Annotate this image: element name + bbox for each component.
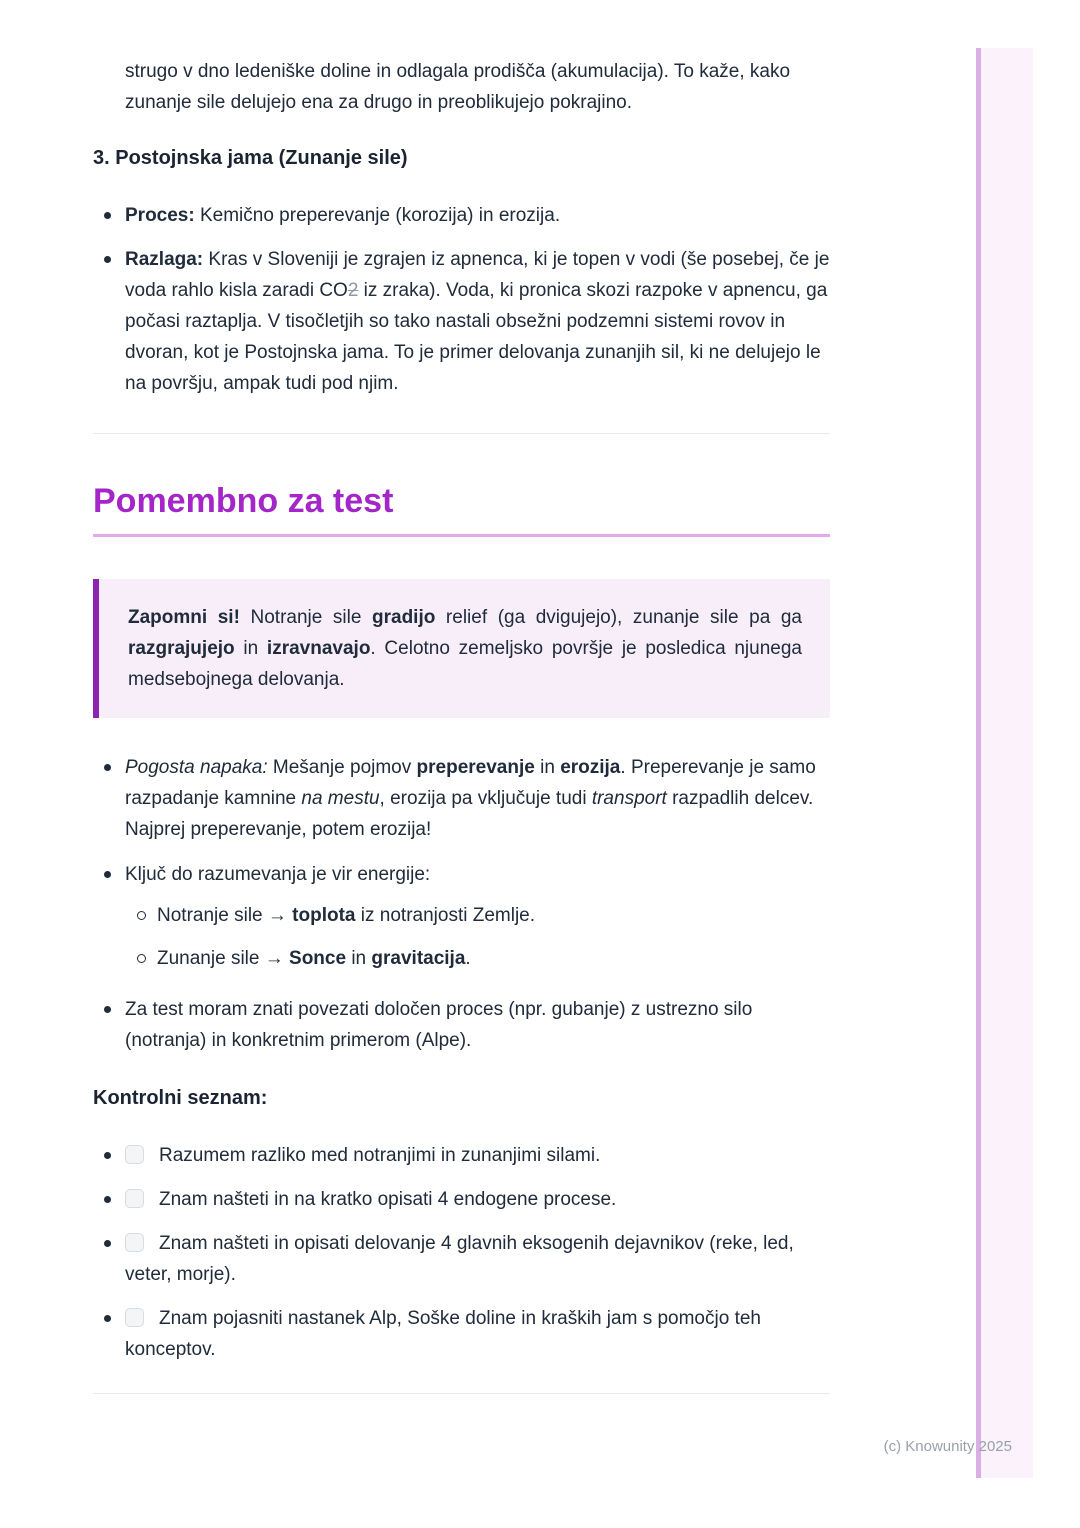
checklist	[93, 1140, 830, 1365]
energy-sub-list	[125, 900, 830, 974]
footer-copyright: (c) Knowunity 2025	[883, 1438, 1012, 1455]
list-item-razlaga	[93, 244, 830, 399]
list-item-text: Ključ do razumevanja je vir energije:	[125, 864, 431, 885]
sub-item-notranje-sile	[125, 900, 830, 931]
checkbox[interactable]	[125, 1233, 144, 1252]
list-item-pogosta-napaka	[93, 752, 830, 845]
tips-list	[93, 752, 830, 1056]
checklist-item	[93, 1140, 830, 1171]
right-edge-strip	[976, 48, 1033, 1478]
list-item-text: Razlaga: Kras v Sloveniji je zgrajen iz apnenca, ki je topen v vodi (še posebej, če je voda rahlo kisla zaradi CO2 iz zraka). Voda, ki pronica skozi razpoke v apnencu, ga počasi raztaplja. V tisočletjih so tako nastali obsežni podzemni sistemi rovov in dvoran, kot je Postojnska jama. To je primer delovanja zunanjih sil, ki ne delujejo le na površju, ampak tudi pod njim.	[125, 249, 830, 394]
list-item-text: Pogosta napaka: Mešanje pojmov preperevanje in erozija. Preperevanje je samo razpadanje kamnine na mestu, erozija pa vključuje tudi transport razpadlih delcev. Najprej preperevanje, potem erozija!	[125, 757, 816, 840]
list-item-text: Proces: Kemično preperevanje (korozija) in erozija.	[125, 205, 561, 226]
list-item-text: Za test moram znati povezati določen proces (npr. gubanje) z ustrezno silo (notranja) in konkretnim primerom (Alpe).	[125, 999, 753, 1051]
checklist-item-text: Znam našteti in opisati delovanje 4 glavnih eksogenih dejavnikov (reke, led, veter, morje).	[125, 1233, 794, 1285]
section-divider	[93, 433, 830, 434]
callout-text: Zapomni si! Notranje sile gradijo relief (ga dvigujejo), zunanje sile pa ga razgrajujejo in izravnavajo. Celotno zemeljsko površje je posledica njunega medsebojnega delovanja.	[128, 607, 802, 690]
checkbox[interactable]	[125, 1145, 144, 1164]
list-item-proces	[93, 200, 830, 231]
important-section-heading: Pomembno za test	[93, 480, 830, 537]
checkbox[interactable]	[125, 1308, 144, 1327]
checklist-item	[93, 1228, 830, 1290]
callout-box	[93, 579, 830, 718]
sub-item-zunanje-sile	[125, 943, 830, 974]
checklist-item	[93, 1303, 830, 1365]
checkbox[interactable]	[125, 1189, 144, 1208]
checklist-heading: Kontrolni seznam:	[93, 1087, 268, 1109]
checklist-item-text: Znam našteti in na kratko opisati 4 endogene procese.	[159, 1189, 617, 1210]
bottom-divider	[93, 1393, 830, 1394]
checklist-item-text: Znam pojasniti nastanek Alp, Soške doline in kraških jam s pomočjo teh konceptov.	[125, 1308, 761, 1360]
checklist-item-text: Razumem razliko med notranjimi in zunanjimi silami.	[159, 1145, 601, 1166]
section-heading-postojnska: 3. Postojnska jama (Zunanje sile)	[93, 147, 408, 169]
postojnska-bullet-list	[93, 200, 830, 399]
notes-page	[93, 0, 830, 1394]
list-item-text: Zunanje sile → Sonce in gravitacija.	[157, 948, 471, 969]
checklist-item	[93, 1184, 830, 1215]
list-item-text: Notranje sile → toplota iz notranjosti Zemlje.	[157, 905, 536, 926]
intro-paragraph: strugo v dno ledeniške doline in odlagala prodišča (akumulacija). To kaže, kako zunanje sile delujejo ena za drugo in preoblikujejo pokrajino.	[125, 61, 791, 113]
list-item-za-test	[93, 994, 830, 1056]
list-item-kljuc	[93, 859, 830, 974]
